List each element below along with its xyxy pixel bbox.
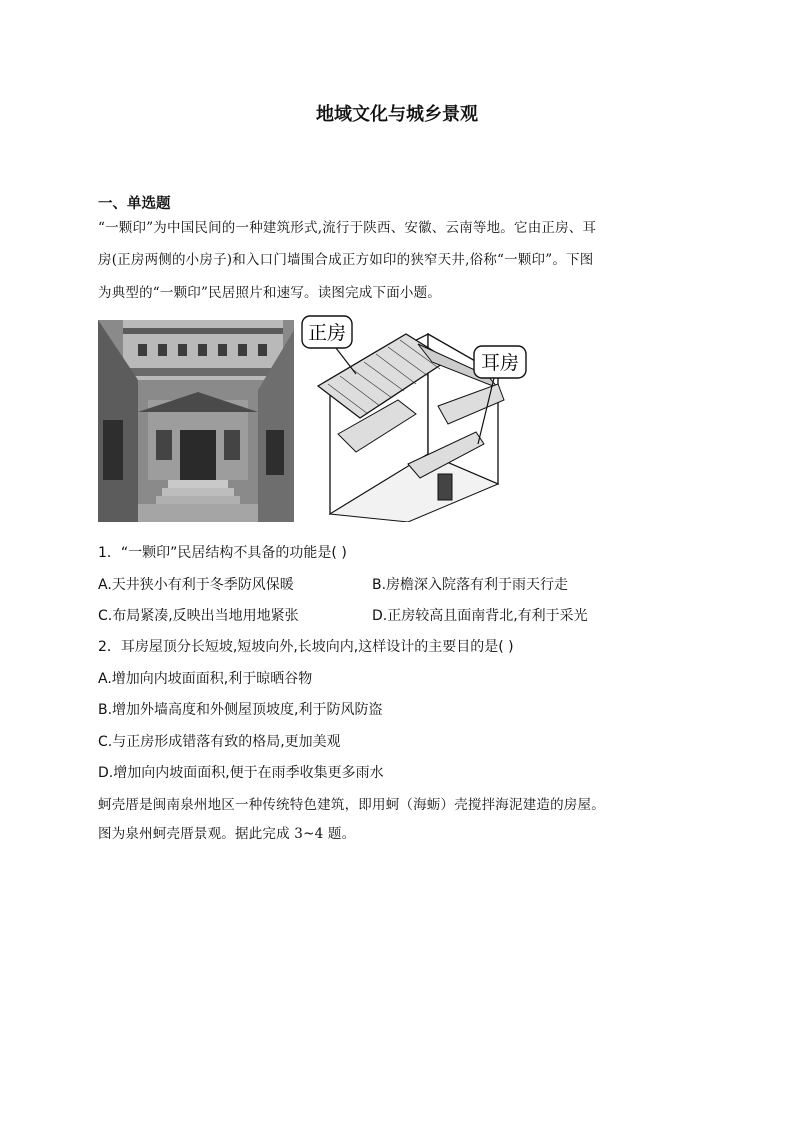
q2-option-d: D.增加向内坡面面积,便于在雨季收集更多雨水: [98, 765, 384, 781]
q1-option-d: D.正房较高且面南背北,有利于采光: [372, 608, 588, 624]
q2-option-b: B.增加外墙高度和外侧屋顶坡度,利于防风防盗: [98, 702, 383, 718]
q1-option-a: A.天井狭小有利于冬季防风保暖: [98, 577, 294, 593]
q2-stem: 2．耳房屋顶分长短坡,短坡向外,长坡向内,这样设计的主要目的是( ): [98, 639, 514, 655]
courtyard-photo: [98, 320, 294, 522]
q1-option-b: B.房檐深入院落有利于雨天行走: [372, 577, 569, 593]
section-heading: 一、单选题: [98, 196, 171, 212]
outro-line-1: 蚵壳厝是闽南泉州地区一种传统特色建筑，即用蚵（海蛎）壳搅拌海泥建造的房屋。: [98, 797, 605, 813]
label-main-house: 正房: [307, 322, 347, 344]
label-side-house: 耳房: [480, 352, 520, 374]
intro-line-3: 为典型的“一颗印”民居照片和速写。读图完成下面小题。: [98, 285, 442, 301]
outro-line-2: 图为泉州蚵壳厝景观。据此完成 3~4 题。: [98, 826, 356, 842]
q2-option-a: A.增加向内坡面面积,利于晾晒谷物: [98, 671, 313, 687]
house-sketch: [298, 314, 530, 522]
q2-option-c: C.与正房形成错落有致的格局,更加美观: [98, 734, 341, 750]
q1-option-c: C.布局紧凑,反映出当地用地紧张: [98, 608, 299, 624]
intro-line-1: “一颗印”为中国民间的一种建筑形式,流行于陕西、安徽、云南等地。它由正房、耳: [98, 220, 597, 236]
q1-stem: 1．“一颗印”民居结构不具备的功能是( ): [98, 545, 347, 561]
page-title: 地域文化与城乡景观: [316, 104, 478, 125]
intro-line-2: 房(正房两侧的小房子)和入口门墙围合成正方如印的狭窄天井,俗称“一颗印”。下图: [98, 252, 594, 268]
